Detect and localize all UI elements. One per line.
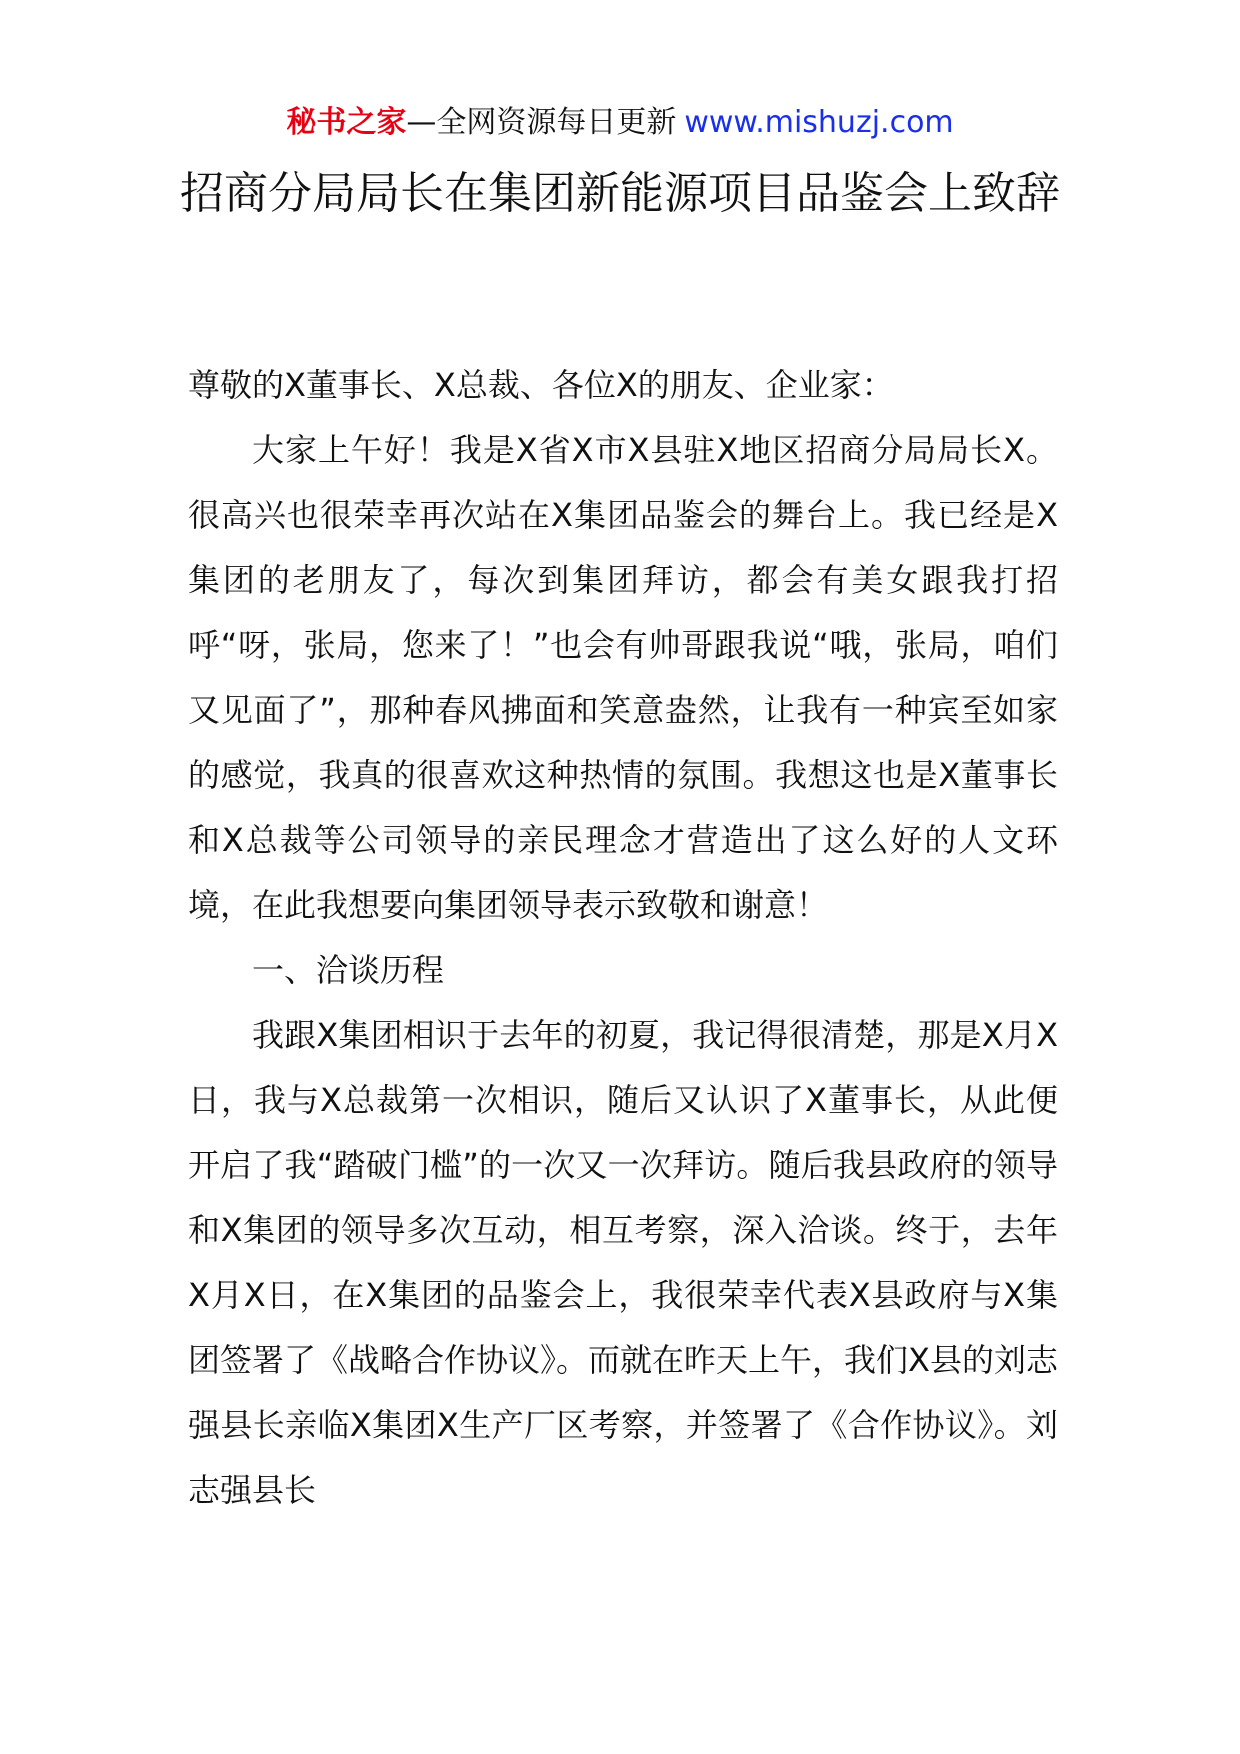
site-url-link[interactable]: www.mishuzj.com <box>684 105 954 140</box>
document-title: 招商分局局长在集团新能源项目品鉴会上致辞 <box>180 168 1060 219</box>
document-body <box>188 353 1058 1523</box>
section-heading: 一、洽谈历程 <box>252 951 445 989</box>
site-tagline: —全网资源每日更新 <box>406 105 677 140</box>
salutation: 尊敬的X董事长、X总裁、各位X的朋友、企业家： <box>188 366 894 404</box>
site-header <box>0 100 1240 146</box>
paragraph-greeting: 大家上午好！我是X省X市X县驻X地区招商分局局长X。很高兴也很荣幸再次站在X集团品鉴会的舞台上。我已经是X集团的老朋友了，每次到集团拜访，都会有美女跟我打招呼“呀，张局，您来了！”也会有帅哥跟我说“哦，张局，咱们又见面了”，那种春风拂面和笑意盎然，让我有一种宾至如家的感觉，我真的很喜欢这种热情的氛围。我想这也是X董事长和X总裁等公司领导的亲民理念才营造出了这么好的人文环境，在此我想要向集团领导表示致敬和谢意！ <box>188 431 1058 924</box>
site-brand: 秘书之家 <box>286 105 407 140</box>
paragraph-history: 我跟X集团相识于去年的初夏，我记得很清楚，那是X月X日，我与X总裁第一次相识，随后又认识了X董事长，从此便开启了我“踏破门槛”的一次又一次拜访。随后我县政府的领导和X集团的领导多次互动，相互考察，深入洽谈。终于，去年X月X日，在X集团的品鉴会上，我很荣幸代表X县政府与X集团签署了《战略合作协议》。而就在昨天上午，我们X县的刘志强县长亲临X集团X生产厂区考察，并签署了《合作协议》。刘志强县长 <box>188 1016 1058 1509</box>
